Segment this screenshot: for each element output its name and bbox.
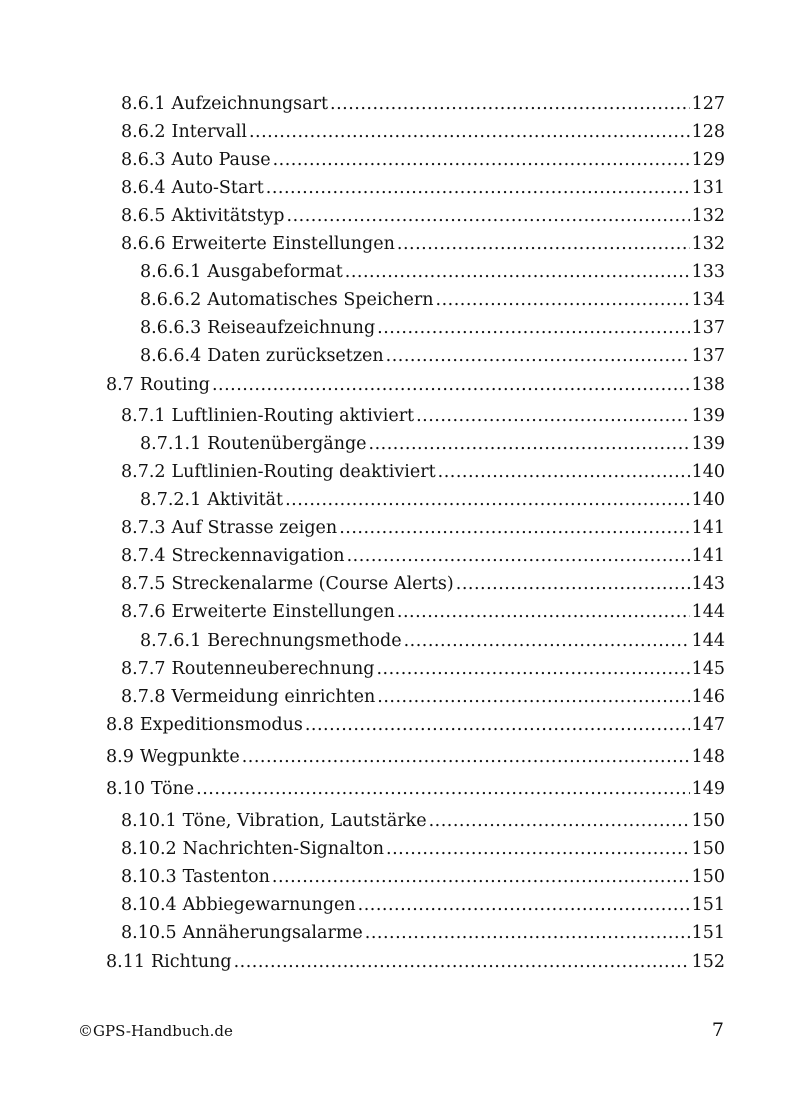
toc-entry[interactable] (121, 404, 725, 428)
toc-entry[interactable] (121, 572, 725, 596)
toc-entry-page: 133 (691, 262, 725, 282)
toc-entry-number: 8.6.3 (121, 150, 166, 170)
toc-entry[interactable] (106, 950, 725, 974)
toc-leader-dots (212, 373, 690, 397)
toc-leader-dots (365, 921, 690, 945)
toc-entry-number: 8.7.2.1 (140, 490, 202, 510)
toc-leader-dots (273, 148, 690, 172)
toc-entry-title: Streckenalarme (Course Alerts) (171, 574, 454, 594)
toc-entry-title: Berechnungsmethode (207, 631, 402, 651)
toc-entry-number: 8.10.4 (121, 895, 177, 915)
toc-entry-title: Annäherungsalarme (182, 923, 363, 943)
toc-entry-page: 146 (691, 687, 725, 707)
toc-entry-number: 8.7.8 (121, 687, 166, 707)
toc-entry-title: Automatisches Speichern (207, 290, 434, 310)
toc-entry-number: 8.7.2 (121, 462, 166, 482)
toc-entry-page: 151 (691, 895, 725, 915)
toc-entry-page: 137 (691, 318, 725, 338)
toc-entry-page: 143 (691, 574, 725, 594)
toc-entry[interactable] (140, 432, 725, 456)
toc-entry-title: Auto-Start (171, 178, 264, 198)
toc-entry-page: 131 (691, 178, 725, 198)
toc-entry-number: 8.10 (106, 779, 145, 799)
toc-entry-title: Töne (150, 779, 195, 799)
toc-entry-number: 8.10.2 (121, 839, 177, 859)
toc-leader-dots (377, 685, 689, 709)
toc-leader-dots (397, 232, 690, 256)
toc-entry-number: 8.6.2 (121, 122, 166, 142)
toc-entry-title: Auto Pause (171, 150, 271, 170)
toc-leader-dots (305, 713, 690, 737)
toc-entry-number: 8.6.6.4 (140, 346, 202, 366)
toc-entry-title: Erweiterte Einstellungen (171, 234, 395, 254)
toc-entry[interactable] (121, 516, 725, 540)
toc-entry-title: Reiseaufzeichnung (207, 318, 376, 338)
toc-leader-dots (330, 92, 690, 116)
toc-entry-number: 8.10.3 (121, 867, 177, 887)
toc-entry-number: 8.8 (106, 715, 134, 735)
toc-entry-title: Erweiterte Einstellungen (171, 602, 395, 622)
toc-leader-dots (234, 950, 690, 974)
toc-entry-number: 8.6.6.1 (140, 262, 202, 282)
toc-entry-number: 8.7.6.1 (140, 631, 202, 651)
toc-leader-dots (377, 316, 689, 340)
toc-entry-title: Routing (139, 375, 210, 395)
toc-entry-title: Aktivitätstyp (171, 206, 285, 226)
toc-entry-number: 8.7.7 (121, 659, 166, 679)
toc-entry[interactable] (140, 288, 725, 312)
toc-entry[interactable] (140, 629, 725, 653)
toc-entry-page: 141 (691, 518, 725, 538)
toc-entry[interactable] (121, 204, 725, 228)
toc-entry-number: 8.6.6 (121, 234, 166, 254)
toc-entry[interactable] (121, 600, 725, 624)
toc-leader-dots (345, 260, 690, 284)
toc-entry-title: Richtung (150, 952, 232, 972)
toc-leader-dots (242, 745, 690, 769)
footer-copyright: ©GPS-Handbuch.de (78, 1022, 233, 1040)
toc-leader-dots (404, 629, 690, 653)
toc-entry-page: 134 (691, 290, 725, 310)
toc-leader-dots (436, 288, 690, 312)
toc-entry-title: Intervall (171, 122, 247, 142)
toc-entry-number: 8.7.1 (121, 406, 166, 426)
toc-entry-page: 149 (691, 779, 725, 799)
toc-leader-dots (285, 488, 690, 512)
toc-entry[interactable] (121, 232, 725, 256)
toc-entry-page: 144 (691, 631, 725, 651)
toc-entry-number: 8.11 (106, 952, 145, 972)
toc-leader-dots (266, 176, 690, 200)
toc-entry-title: Abbiegewarnungen (182, 895, 356, 915)
toc-entry-page: 140 (691, 490, 725, 510)
toc-entry-title: Daten zurücksetzen (207, 346, 384, 366)
toc-entry-title: Auf Strasse zeigen (171, 518, 338, 538)
toc-entry-page: 139 (691, 434, 725, 454)
toc-leader-dots (272, 865, 690, 889)
toc-leader-dots (386, 344, 690, 368)
toc-entry[interactable] (140, 260, 725, 284)
toc-leader-dots (358, 893, 690, 917)
toc-leader-dots (369, 432, 690, 456)
toc-entry[interactable] (121, 176, 725, 200)
toc-entry[interactable] (121, 544, 725, 568)
toc-entry[interactable] (121, 92, 725, 116)
toc-entry[interactable] (121, 657, 725, 681)
toc-leader-dots (287, 204, 690, 228)
toc-entry-number: 8.7.3 (121, 518, 166, 538)
toc-leader-dots (429, 809, 690, 833)
toc-entry-page: 137 (691, 346, 725, 366)
toc-entry-number: 8.6.1 (121, 94, 166, 114)
toc-entry[interactable] (140, 488, 725, 512)
toc-entry[interactable] (121, 685, 725, 709)
toc-entry-page: 140 (691, 462, 725, 482)
toc-entry[interactable] (140, 344, 725, 368)
toc-entry-page: 139 (691, 406, 725, 426)
toc-entry-title: Expeditionsmodus (139, 715, 303, 735)
toc-entry[interactable] (121, 460, 725, 484)
toc-leader-dots (339, 516, 689, 540)
toc-entry-title: Vermeidung einrichten (171, 687, 376, 707)
footer-page-number: 7 (711, 1019, 724, 1041)
toc-entry-number: 8.7.4 (121, 546, 166, 566)
toc-leader-dots (347, 544, 690, 568)
toc-entry-number: 8.7.5 (121, 574, 166, 594)
toc-entry[interactable] (106, 713, 725, 737)
toc-entry-title: Luftlinien-Routing aktiviert (171, 406, 415, 426)
toc-entry[interactable] (106, 745, 725, 769)
toc-entry[interactable] (121, 809, 725, 833)
toc-entry-title: Ausgabeformat (207, 262, 343, 282)
toc-entry-number: 8.6.4 (121, 178, 166, 198)
toc-entry-page: 144 (691, 602, 725, 622)
toc-leader-dots (376, 657, 689, 681)
toc-leader-dots (456, 572, 690, 596)
toc-entry-page: 148 (691, 747, 725, 767)
toc-entry-title: Aufzeichnungsart (171, 94, 328, 114)
toc-entry-title: Wegpunkte (139, 747, 240, 767)
toc-leader-dots (397, 600, 690, 624)
toc-entry[interactable] (121, 148, 725, 172)
toc-leader-dots (438, 460, 690, 484)
toc-entry-number: 8.6.5 (121, 206, 166, 226)
toc-entry-page: 128 (691, 122, 725, 142)
toc-entry-number: 8.10.1 (121, 811, 177, 831)
toc-entry-number: 8.6.6.3 (140, 318, 202, 338)
toc-leader-dots (416, 404, 690, 428)
toc-entry-page: 145 (691, 659, 725, 679)
toc-entry-title: Streckennavigation (171, 546, 345, 566)
toc-leader-dots (196, 777, 689, 801)
toc-entry-page: 147 (691, 715, 725, 735)
toc-entry-page: 151 (691, 923, 725, 943)
toc-leader-dots (249, 120, 690, 144)
toc-entry[interactable] (121, 865, 725, 889)
toc-entry-page: 129 (691, 150, 725, 170)
toc-entry[interactable] (121, 921, 725, 945)
toc-entry-page: 150 (691, 867, 725, 887)
toc-entry-number: 8.7.1.1 (140, 434, 202, 454)
toc-entry-page: 132 (691, 234, 725, 254)
toc-entry-title: Routenneuberechnung (171, 659, 375, 679)
toc-entry-title: Nachrichten-Signalton (182, 839, 385, 859)
toc-entry-page: 141 (691, 546, 725, 566)
toc-entry-number: 8.10.5 (121, 923, 177, 943)
toc-entry-number: 8.6.6.2 (140, 290, 202, 310)
toc-entry-title: Routenübergänge (207, 434, 367, 454)
toc-entry-page: 127 (691, 94, 725, 114)
toc-entry-page: 150 (691, 811, 725, 831)
toc-entry[interactable] (121, 893, 725, 917)
toc-entry-page: 152 (691, 952, 725, 972)
toc-entry-title: Töne, Vibration, Lautstärke (182, 811, 427, 831)
toc-entry-title: Luftlinien-Routing deaktiviert (171, 462, 436, 482)
toc-entry[interactable] (106, 373, 725, 397)
toc-entry-page: 132 (691, 206, 725, 226)
toc-entry[interactable] (106, 777, 725, 801)
toc-entry[interactable] (121, 120, 725, 144)
toc-entry-title: Tastenton (182, 867, 270, 887)
toc-entry-number: 8.7.6 (121, 602, 166, 622)
toc-entry-page: 150 (691, 839, 725, 859)
toc-entry-number: 8.9 (106, 747, 134, 767)
toc-entry[interactable] (121, 837, 725, 861)
toc-leader-dots (386, 837, 690, 861)
toc-entry-title: Aktivität (207, 490, 284, 510)
toc-entry-page: 138 (691, 375, 725, 395)
toc-entry-number: 8.7 (106, 375, 134, 395)
toc-entry[interactable] (140, 316, 725, 340)
